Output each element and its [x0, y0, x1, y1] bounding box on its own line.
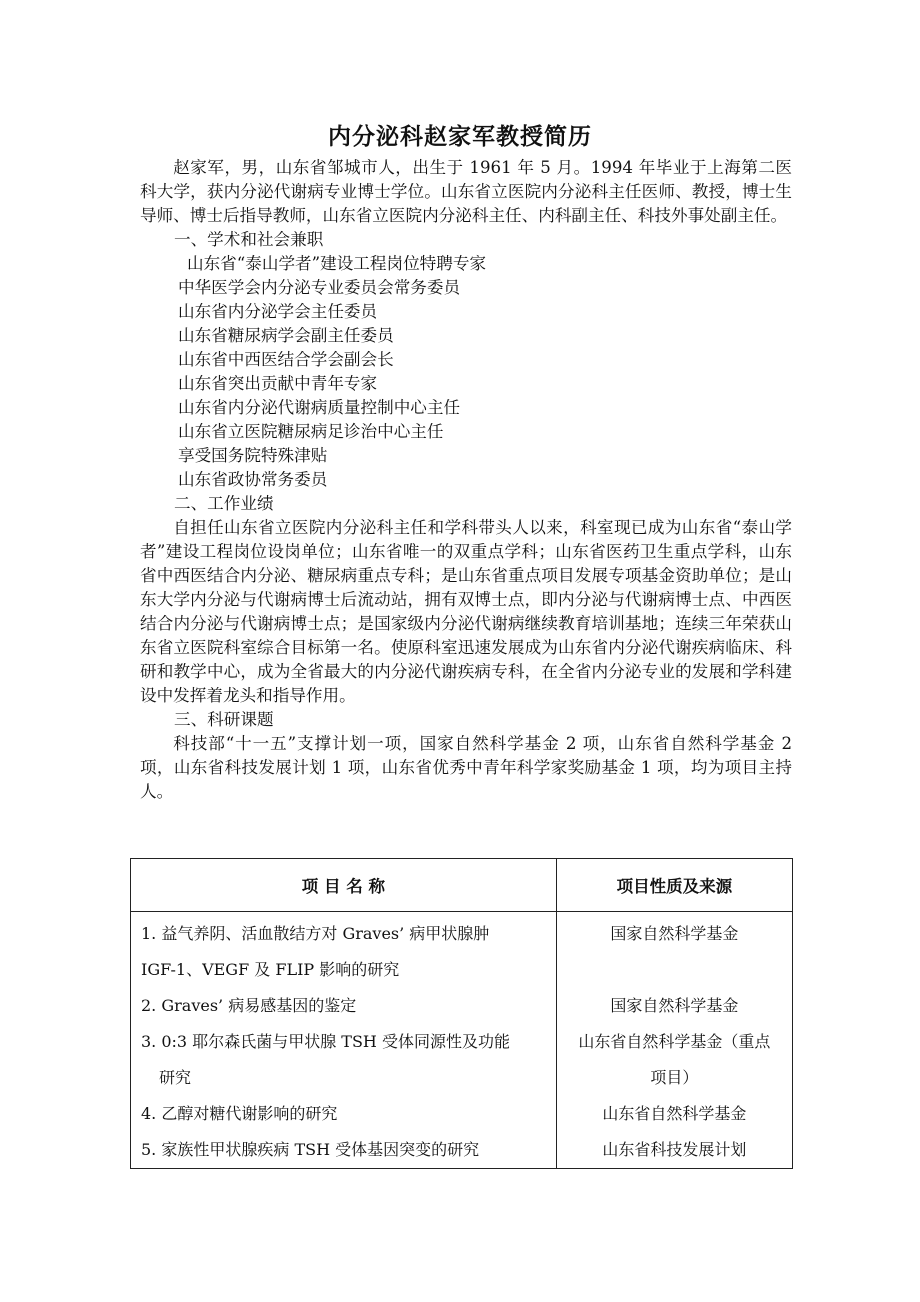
list-item: 山东省立医院糖尿病足诊治中心主任 — [178, 422, 444, 441]
table-row — [131, 912, 793, 989]
project-source-cell — [556, 1096, 792, 1132]
section-heading-research: 三、科研课题 — [174, 710, 274, 729]
project-source-cell — [556, 912, 792, 989]
project-source-line: 山东省自然科学基金 — [602, 1104, 747, 1123]
list-item: 享受国务院特殊津贴 — [178, 446, 328, 465]
list-item: 山东省内分泌代谢病质量控制中心主任 — [178, 398, 461, 417]
project-source-cell — [556, 1132, 792, 1169]
list-item: 山东省糖尿病学会副主任委员 — [178, 326, 394, 345]
table-row — [131, 988, 793, 1024]
list-item: 山东省政协常务委员 — [178, 470, 328, 489]
table-row — [131, 1024, 793, 1096]
list-item: 山东省内分泌学会主任委员 — [178, 302, 378, 321]
page-title: 内分泌科赵家军教授简历 — [328, 123, 592, 150]
project-source-line: 项目） — [650, 1068, 699, 1087]
project-name-cell — [131, 988, 557, 1024]
project-source-line: 山东省自然科学基金（重点 — [578, 1032, 771, 1051]
project-source-line: 国家自然科学基金 — [610, 996, 739, 1015]
project-name-cell — [131, 1024, 557, 1096]
section-heading-positions: 一、学术和社会兼职 — [174, 230, 324, 249]
intro-paragraph: 赵家军，男，山东省邹城市人，出生于 1961 年 5 月。1994 年毕业于上海第二医科大学，获内分泌代谢病专业博士学位。山东省立医院内分泌科主任医师、教授，博士生导师、博士后指导教师，山东省立医院内分泌科主任、内科副主任、科技外事处副主任。 — [140, 158, 792, 225]
project-source-line: 国家自然科学基金 — [610, 924, 739, 943]
column-header-source: 项目性质及来源 — [556, 859, 792, 912]
table-header-row — [131, 859, 793, 912]
project-name-line: IGF-1、VEGF 及 FLIP 影响的研究 — [141, 960, 400, 979]
list-item: 山东省突出贡献中青年专家 — [178, 374, 378, 393]
project-name-cell — [131, 912, 557, 989]
project-name-line: 1. 益气养阴、活血散结方对 Graves’ 病甲状腺肿 — [141, 924, 490, 943]
achievements-paragraph: 自担任山东省立医院内分泌科主任和学科带头人以来，科室现已成为山东省“泰山学者”建设工程岗位设岗单位；山东省唯一的双重点学科；山东省医药卫生重点学科，山东省中西医结合内分泌、糖尿病重点专科；是山东省重点项目发展专项基金资助单位；是山东大学内分泌与代谢病博士后流动站，拥有双博士点，即内分泌与代谢病博士点、中西医结合内分泌与代谢病博士点；是国家级内分泌代谢病继续教育培训基地；连续三年荣获山东省立医院科室综合目标第一名。使原科室迅速发展成为山东省内分泌代谢疾病临床、科研和教学中心，成为全省最大的内分泌代谢疾病专科，在全省内分泌专业的发展和学科建设中发挥着龙头和指导作用。 — [140, 518, 792, 705]
document-body — [140, 156, 792, 804]
project-name-line: 3. 0:3 耶尔森氏菌与甲状腺 TSH 受体同源性及功能 — [141, 1032, 510, 1051]
project-name-line: 5. 家族性甲状腺疾病 TSH 受体基因突变的研究 — [141, 1140, 480, 1159]
section-heading-achievements: 二、工作业绩 — [174, 494, 274, 513]
list-item: 山东省中西医结合学会副会长 — [178, 350, 394, 369]
project-name-line: 4. 乙醇对糖代谢影响的研究 — [141, 1104, 338, 1123]
column-header-project-name: 项 目 名 称 — [131, 859, 557, 912]
projects-table — [130, 858, 793, 1169]
table-row — [131, 1096, 793, 1132]
research-paragraph: 科技部“十一五”支撑计划一项，国家自然科学基金 2 项，山东省自然科学基金 2 项，山东省科技发展计划 1 项，山东省优秀中青年科学家奖励基金 1 项，均为项目主持人。 — [140, 734, 792, 801]
project-source-cell — [556, 988, 792, 1024]
project-source-line: 山东省科技发展计划 — [602, 1140, 747, 1159]
project-name-cell — [131, 1096, 557, 1132]
project-name-line: 2. Graves’ 病易感基因的鉴定 — [141, 996, 357, 1015]
table-row — [131, 1132, 793, 1169]
list-item: 山东省“泰山学者”建设工程岗位特聘专家 — [187, 254, 487, 273]
project-name-line: 研究 — [159, 1068, 192, 1087]
list-item: 中华医学会内分泌专业委员会常务委员 — [178, 278, 461, 297]
project-name-cell — [131, 1132, 557, 1169]
project-source-cell — [556, 1024, 792, 1096]
positions-list — [140, 252, 792, 492]
